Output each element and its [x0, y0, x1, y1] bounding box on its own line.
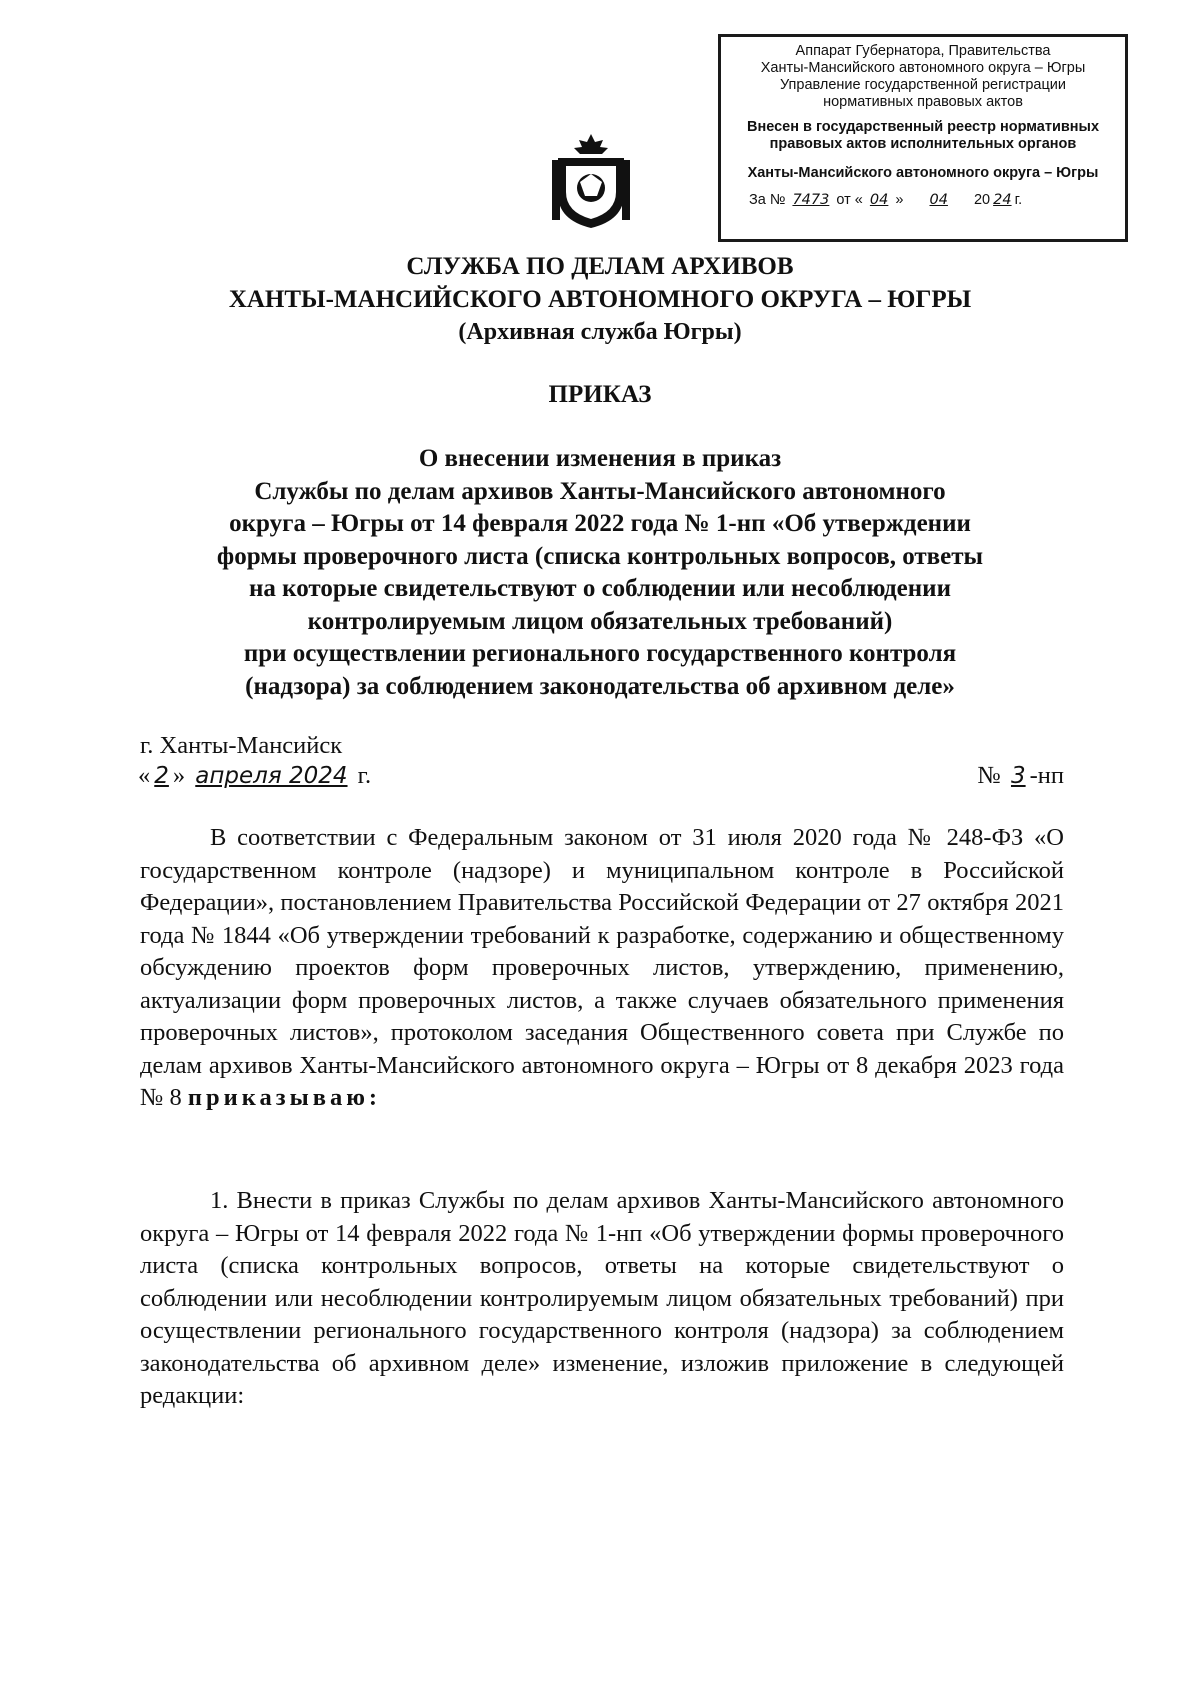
document-number — [977, 762, 1064, 790]
stamp-registration-line — [727, 192, 1119, 209]
preamble-paragraph — [140, 822, 1064, 1115]
stamp-reg-year-prefix: 20 — [973, 192, 991, 208]
preamble-text: В соответствии с Федеральным законом от 31 июля 2020 года № 248-ФЗ «О государственном контроле (надзоре) и муниципальном контроле в Российской Федерации», постановлением Правительства Российской Федерации от 27 октября 2021 года № 1844 «Об утверждении требований к разработке, содержанию и общественному обсуждению проектов форм проверочных листов, утверждению, применению, актуализации форм проверочных листов, а также случаев обязательного применения проверочных листов», протоколом заседания Общественного совета при Службе по делам архивов Ханты-Мансийского автономного округа – Югры от 8 декабря 2023 года № 8 — [140, 824, 1064, 1111]
stamp-reg-year: 24 — [993, 192, 1012, 208]
subject-line: округа – Югры от 14 февраля 2022 года № 1-нп «Об утверждении — [229, 510, 971, 537]
stamp-line: Управление государственной регистрации — [779, 77, 1067, 93]
stamp-reg-g: г. — [1014, 192, 1023, 208]
organization-line: СЛУЖБА ПО ДЕЛАМ АРХИВОВ — [406, 253, 794, 280]
stamp-reg-close: » — [895, 192, 904, 208]
stamp-line: Аппарат Губернатора, Правительства — [795, 43, 1051, 59]
date-day: 2 — [154, 763, 169, 789]
stamp-reg-month: 04 — [929, 192, 948, 208]
organization-line: ХАНТЫ-МАНСИЙСКОГО АВТОНОМНОГО ОКРУГА – ЮГРЫ — [228, 286, 972, 313]
stamp-reg-day: 04 — [869, 192, 889, 208]
subject-line: при осуществлении регионального государственного контроля — [243, 640, 957, 667]
stamp-line: Ханты-Мансийского автономного округа – Югры — [760, 60, 1086, 76]
subject-line: на которые свидетельствуют о соблюдении или несоблюдении — [249, 575, 951, 602]
document-place: г. Ханты-Мансийск — [140, 732, 343, 759]
subject-line: Службы по делам архивов Ханты-Мансийского автономного — [254, 477, 946, 505]
stamp-line: Ханты-Мансийского автономного округа – Югры — [747, 165, 1099, 181]
date-month-year: апреля 2024 — [195, 763, 348, 789]
stamp-line: Внесен в государственный реестр нормативных — [746, 119, 1100, 135]
number-prefix: № — [977, 762, 1001, 789]
stamp-reg-prefix: За № — [749, 192, 786, 208]
subject-line: (надзора) за соблюдением законодательства об архивном деле» — [245, 672, 955, 700]
organization-header — [0, 250, 1200, 349]
subject-line: О внесении изменения в приказ — [418, 445, 782, 472]
item-1-paragraph: 1. Внести в приказ Службы по делам архивов Ханты-Мансийского автономного округа – Югры от 14 февраля 2022 года № 1-нп «Об утверждении формы проверочного листа (списка контрольных вопросов, ответы на которые свидетельствуют о соблюдении или несоблюдении контролируемым лицом обязательных требований) при осуществлении регионального государственного контроля (надзора) за соблюдением законодательства об архивном деле» изменение, изложив приложение в следующей редакции: — [140, 1187, 1064, 1409]
date-number-line — [138, 762, 1064, 790]
subject-line: формы проверочного листа (списка контрольных вопросов, ответы — [216, 542, 984, 570]
date-close: » — [172, 762, 186, 789]
number-suffix: -нп — [1029, 762, 1064, 789]
subject-line: контролируемым лицом обязательных требований) — [307, 607, 893, 635]
document-type: ПРИКАЗ — [548, 381, 652, 408]
coat-of-arms-icon — [550, 130, 632, 230]
registration-stamp — [718, 34, 1128, 242]
document-subject — [0, 443, 1200, 703]
order-word: приказываю: — [187, 1084, 382, 1111]
date-g: г. — [357, 762, 372, 789]
date-open: « — [138, 762, 151, 789]
stamp-line: правовых актов исполнительных органов — [769, 136, 1077, 152]
stamp-line: нормативных правовых актов — [823, 94, 1023, 110]
stamp-reg-number: 7473 — [792, 192, 830, 208]
number-value: 3 — [1010, 763, 1026, 789]
stamp-reg-from: от « — [836, 192, 863, 208]
organization-short-name: (Архивная служба Югры) — [458, 319, 742, 345]
